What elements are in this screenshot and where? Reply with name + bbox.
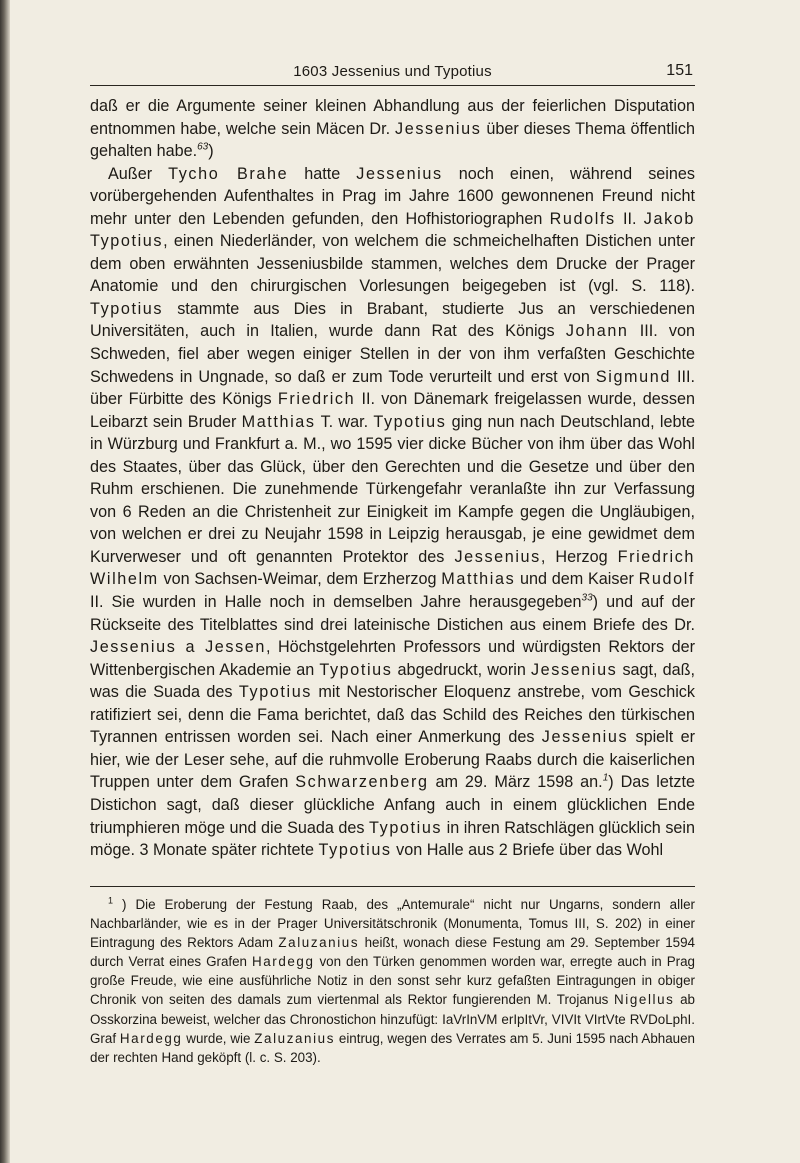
spaced-name: Zaluzanius bbox=[254, 1030, 336, 1046]
spaced-name: Jessenius bbox=[395, 119, 482, 138]
text-run: III. von Schweden, fiel aber wegen einiger Stellen in der von ihm verfaßten Geschichte Schwedens in Ungnade, so daß er zum Tode verurteilt und erst von bbox=[90, 322, 695, 386]
text-run: von Halle aus 2 Briefe über das Wohl bbox=[391, 841, 664, 860]
paragraph bbox=[90, 95, 695, 163]
spaced-name: Johann bbox=[565, 322, 629, 341]
text-run: heißt, wonach diese Festung am 29. September 1594 durch Verrat eines Grafen bbox=[90, 935, 695, 970]
text-run: ) Das letzte Distichon sagt, daß dieser glückliche Anfang auch in einem glücklichen Ende triumphieren möge und die Suada des bbox=[90, 773, 695, 837]
spaced-name: Tycho Brahe bbox=[168, 164, 289, 183]
spaced-name: Rudolfs bbox=[549, 209, 616, 228]
body-text bbox=[90, 95, 695, 862]
text-run: von den Türken genommen worden war, erregte auch in Prag große Freude, wie eine ausführliche Notiz in den sonst sehr kurz gefaßten Eintragungen in obiger Chronik von seiten des damals zum viertenmal als Rektor fungierenden M. Trojanus bbox=[90, 954, 695, 1008]
text-run: von Sachsen-Weimar, dem Erzherzog bbox=[158, 570, 442, 589]
spaced-name: Typotius bbox=[318, 841, 392, 860]
spaced-name: Friedrich Wilhelm bbox=[90, 547, 695, 589]
text-run: , Herzog bbox=[540, 547, 618, 566]
text-run: eintrug, wegen des Verrates am 5. Juni 1595 nach Abhauen der rechten Hand geköpft (l. c. S. 203). bbox=[90, 1030, 696, 1065]
text-run: ) und auf der Rückseite des Titelblattes sind drei lateinische Distichen aus einem Briefe des Dr. bbox=[90, 593, 696, 634]
spaced-name: Typotius bbox=[90, 299, 164, 318]
paragraph bbox=[90, 163, 695, 862]
text-run: sagt, daß, was die Suada des bbox=[90, 660, 696, 702]
text-run: , einen Niederländer, von welchem die schmeichelhaften Distichen unter dem oben erwähnten Jesseniusbilde stammen, welches dem Drucke der Prager Anatomie und den chirurgischen Vorlesungen beigegeben ist (vgl. S. 118). bbox=[90, 232, 695, 296]
text-run: stammte aus Dies in Brabant, studierte Jus an verschiedenen Universitäten, auch in Italien, wurde dann Rat des Königs bbox=[90, 299, 695, 341]
page-number: 151 bbox=[666, 62, 693, 79]
footnote-reference: 1 bbox=[602, 773, 609, 785]
spaced-name: Rudolf bbox=[638, 570, 696, 589]
text-run: über dieses Thema öffentlich gehalten habe. bbox=[90, 119, 695, 161]
spaced-name: Schwarzenberg bbox=[295, 773, 429, 792]
spaced-name: Typotius bbox=[373, 412, 447, 431]
text-run: , Höchstgelehrten Professors und würdigsten Rektors der Wittenbergischen Akademie an bbox=[90, 638, 696, 679]
spaced-name: Jessenius bbox=[530, 660, 618, 679]
spaced-name: Jessenius bbox=[541, 728, 629, 747]
running-head bbox=[90, 61, 695, 86]
footnote-reference: 63 bbox=[197, 141, 209, 153]
spaced-name: Hardegg bbox=[119, 1030, 183, 1046]
text-run: Außer bbox=[108, 164, 169, 183]
running-title: 1603 Jessenius und Typotius bbox=[293, 63, 492, 80]
spaced-name: Typotius bbox=[319, 660, 393, 679]
footnote bbox=[90, 895, 695, 1067]
spaced-name: Matthias bbox=[241, 412, 316, 431]
footnote-rule bbox=[90, 886, 695, 887]
text-run: hatte bbox=[288, 164, 357, 183]
text-run: ) bbox=[208, 142, 214, 161]
text-run: abgedruckt, worin bbox=[392, 660, 531, 679]
spaced-name: Typotius bbox=[238, 683, 312, 702]
spaced-name: Typotius bbox=[369, 818, 443, 837]
text-run: ) Die Eroberung der Festung Raab, des „Antemurale“ nicht nur Ungarns, sondern aller Nachbarländer, wie es in der Prager Universitätschronik (Monumenta, Tomus III, S. 202) in einer Eintragung des Rektors Adam bbox=[90, 897, 695, 951]
text-run: mit Nestorischer Eloquenz anstrebe, vom Geschick ratifiziert sei, denn die Fama berichtet, daß das Schild des Reiches den türkischen Tyrannen entrissen worden sei. Nach einer Anmerkung des bbox=[90, 683, 695, 747]
text-run: T. war. bbox=[315, 412, 374, 431]
footnote-mark: 1 bbox=[108, 895, 114, 906]
text-run: spielt er hier, wie der Leser sehe, auf die ruhmvolle Eroberung Raabs durch die kaiserlichen Truppen unter dem Grafen bbox=[90, 728, 695, 792]
spaced-name: Matthias bbox=[441, 570, 516, 589]
text-run: ging nun nach Deutschland, lebte in Würzburg und Frankfurt a. M., wo 1595 vier dicke Bücher von ihm über das Wohl des Staates, über das Glück, über den Gerechten und die Gesetze und über den Ruhm erschienen. Die zunehmende Türkengefahr veranlaßte ihn zur Verfassung von 6 Reden an die Christenheit zur Einigkeit im Kampfe gegen die Ungläubigen, von welchen er drei zu Neujahr 1598 in Leipzig herausgab, je eine gewidmet dem Kurverweser und oft genannten Protektor des bbox=[90, 412, 695, 566]
text-run: am 29. März 1598 an. bbox=[428, 773, 603, 792]
spaced-name: Friedrich bbox=[277, 390, 356, 409]
text-run: II. Sie wurden in Halle noch in demselben Jahre herausgegeben bbox=[90, 593, 582, 612]
text-run: und dem Kaiser bbox=[515, 570, 639, 589]
spaced-name: Hardegg bbox=[251, 954, 315, 970]
text-run: III. über Fürbitte des Königs bbox=[90, 367, 695, 409]
text-run: in ihren Ratschlägen glücklich sein möge. 3 Monate später richtete bbox=[90, 818, 696, 860]
spaced-name: Zaluzanius bbox=[278, 935, 360, 951]
spaced-name: Jessenius a Jessen bbox=[90, 638, 267, 657]
text-run: wurde, wie bbox=[182, 1030, 255, 1046]
text-run: ab Osskorzina beweist, welcher das Chronostichon hinzufügt: IaVrInVM erIpItVr, VIVIt VIrtVte RVDoLphI. Graf bbox=[90, 992, 695, 1046]
text-run: II. von Dänemark freigelassen wurde, dessen Leibarzt sein Bruder bbox=[90, 390, 695, 431]
spaced-name: Jessenius bbox=[356, 164, 443, 183]
text-run: II. bbox=[615, 209, 644, 228]
book-binding-edge bbox=[0, 0, 10, 1163]
spaced-name: Nigellus bbox=[614, 992, 675, 1008]
spaced-name: Jakob Typotius bbox=[90, 209, 695, 251]
spaced-name: Sigmund bbox=[595, 367, 671, 386]
text-run: daß er die Argumente seiner kleinen Abhandlung aus der feierlichen Disputation entnommen habe, welche sein Mäcen Dr. bbox=[90, 97, 695, 138]
spaced-name: Jessenius bbox=[454, 547, 541, 566]
text-run: noch einen, während seines vorübergehenden Aufenthaltes in Prag im Jahre 1600 gewonnenen Freund nicht mehr unter den Lebenden gefunden, den Hofhistoriographen bbox=[90, 164, 695, 228]
footnote-reference: 33 bbox=[581, 592, 593, 604]
